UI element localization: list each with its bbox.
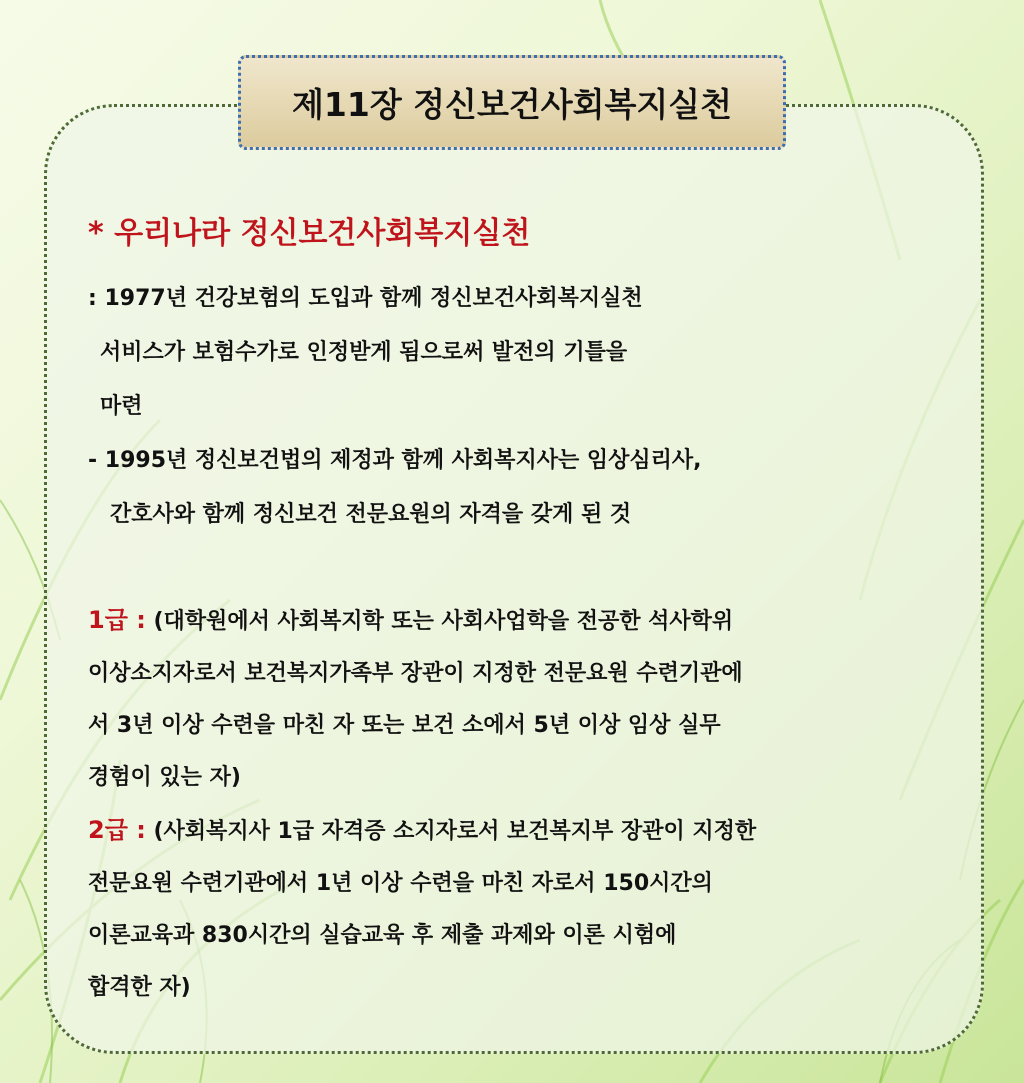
spacer [88, 542, 958, 594]
grade1-line-1 [88, 594, 958, 648]
history-line-5: 간호사와 함께 정신보건 전문요원의 자격을 갖게 된 것 [110, 502, 632, 527]
content-body [88, 208, 958, 1014]
history-line-1: : 1977년 건강보험의 도입과 함께 정신보건사회복지실천 [88, 286, 643, 311]
grade1-label: 1급 : [88, 606, 146, 634]
grade1-line-3: 서 3년 이상 수련을 마친 자 또는 보건 소에서 5년 이상 임상 실무 [88, 713, 721, 738]
grade1-text-1: (대학원에서 사회복지학 또는 사회사업학을 전공한 석사학위 [145, 609, 734, 634]
grade2-text-1: (사회복지사 1급 자격증 소지자로서 보건복지부 장관이 지정한 [145, 819, 757, 844]
grade2-line-4: 합격한 자) [88, 975, 191, 1000]
grade2-line-1 [88, 804, 958, 858]
page-title: 제11장 정신보건사회복지실천 [292, 85, 732, 124]
grade2-line-3: 이론교육과 830시간의 실습교육 후 제출 과제와 이론 시험에 [88, 923, 677, 948]
history-line-3: 마련 [100, 394, 143, 419]
history-line-4: - 1995년 정신보건법의 제정과 함께 사회복지사는 임상심리사, [88, 448, 702, 473]
grade2-label: 2급 : [88, 816, 146, 844]
title-banner [238, 55, 786, 150]
grade1-line-4: 경험이 있는 자) [88, 765, 241, 790]
grade1-line-2: 이상소지자로서 보건복지가족부 장관이 지정한 전문요원 수련기관에 [88, 661, 743, 686]
history-line-2: 서비스가 보험수가로 인정받게 됨으로써 발전의 기틀을 [100, 340, 628, 365]
section-heading: * 우리나라 정신보건사회복지실천 [88, 216, 531, 251]
grade2-line-2: 전문요원 수련기관에서 1년 이상 수련을 마친 자로서 150시간의 [88, 871, 713, 896]
